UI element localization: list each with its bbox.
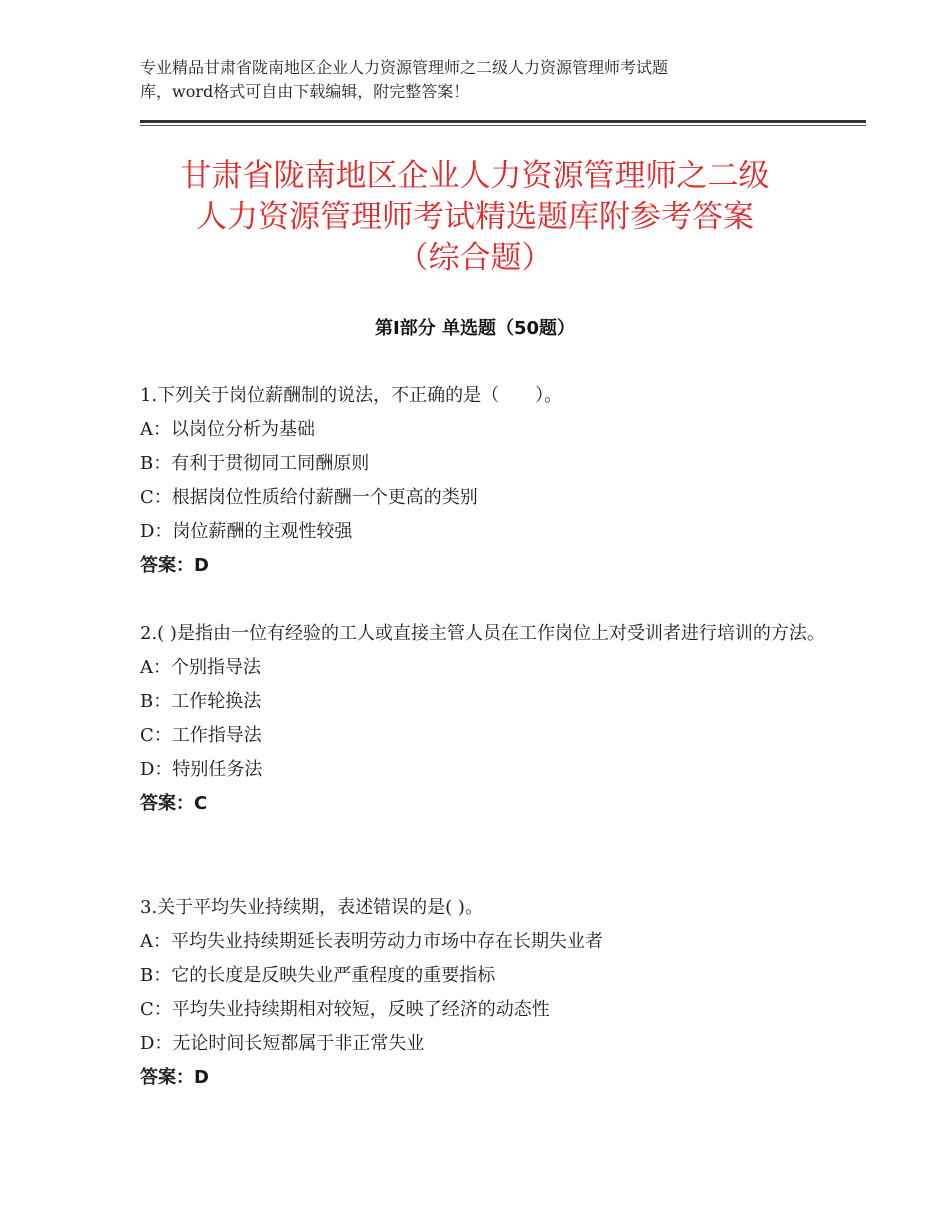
answer: 答案：D <box>140 1067 209 1088</box>
title-line3: （综合题） <box>397 240 553 276</box>
title-line2: 人力资源管理师考试精选题库附参考答案 <box>196 199 754 235</box>
option-a: A：以岗位分析为基础 <box>140 419 315 440</box>
section-heading: 第Ⅰ部分 单选题（50题） <box>374 318 575 339</box>
question-stem: 3.关于平均失业持续期，表述错误的是( )。 <box>140 897 483 918</box>
header-rule-thin <box>140 125 866 126</box>
option-d: D：无论时间长短都属于非正常失业 <box>140 1033 425 1054</box>
question-2 <box>140 617 830 821</box>
question-stem: 1.下列关于岗位薪酬制的说法，不正确的是（ ）。 <box>140 385 563 406</box>
question-1 <box>140 379 830 583</box>
option-d: D：特别任务法 <box>140 759 263 780</box>
header-rule-thick <box>140 120 866 123</box>
header-note-line2: 库，word格式可自由下载编辑，附完整答案！ <box>140 82 470 101</box>
option-b: B：有利于贯彻同工同酬原则 <box>140 453 370 474</box>
header-note <box>140 56 840 104</box>
document-title <box>100 156 850 279</box>
option-b: B：它的长度是反映失业严重程度的重要指标 <box>140 965 496 986</box>
option-d: D：岗位薪酬的主观性较强 <box>140 521 353 542</box>
option-c: C：根据岗位性质给付薪酬一个更高的类别 <box>140 487 478 508</box>
header-note-line1: 专业精品甘肃省陇南地区企业人力资源管理师之二级人力资源管理师考试题 <box>140 58 669 77</box>
answer: 答案：D <box>140 555 209 576</box>
question-3 <box>140 891 830 1095</box>
option-a: A：平均失业持续期延长表明劳动力市场中存在长期失业者 <box>140 931 603 952</box>
option-c: C：工作指导法 <box>140 725 262 746</box>
option-a: A：个别指导法 <box>140 657 261 678</box>
option-b: B：工作轮换法 <box>140 691 262 712</box>
answer: 答案：C <box>140 793 208 814</box>
question-stem: 2.( )是指由一位有经验的工人或直接主管人员在工作岗位上对受训者进行培训的方法。 <box>140 623 825 644</box>
title-line1: 甘肃省陇南地区企业人力资源管理师之二级 <box>180 158 770 194</box>
option-c: C：平均失业持续期相对较短，反映了经济的动态性 <box>140 999 550 1020</box>
